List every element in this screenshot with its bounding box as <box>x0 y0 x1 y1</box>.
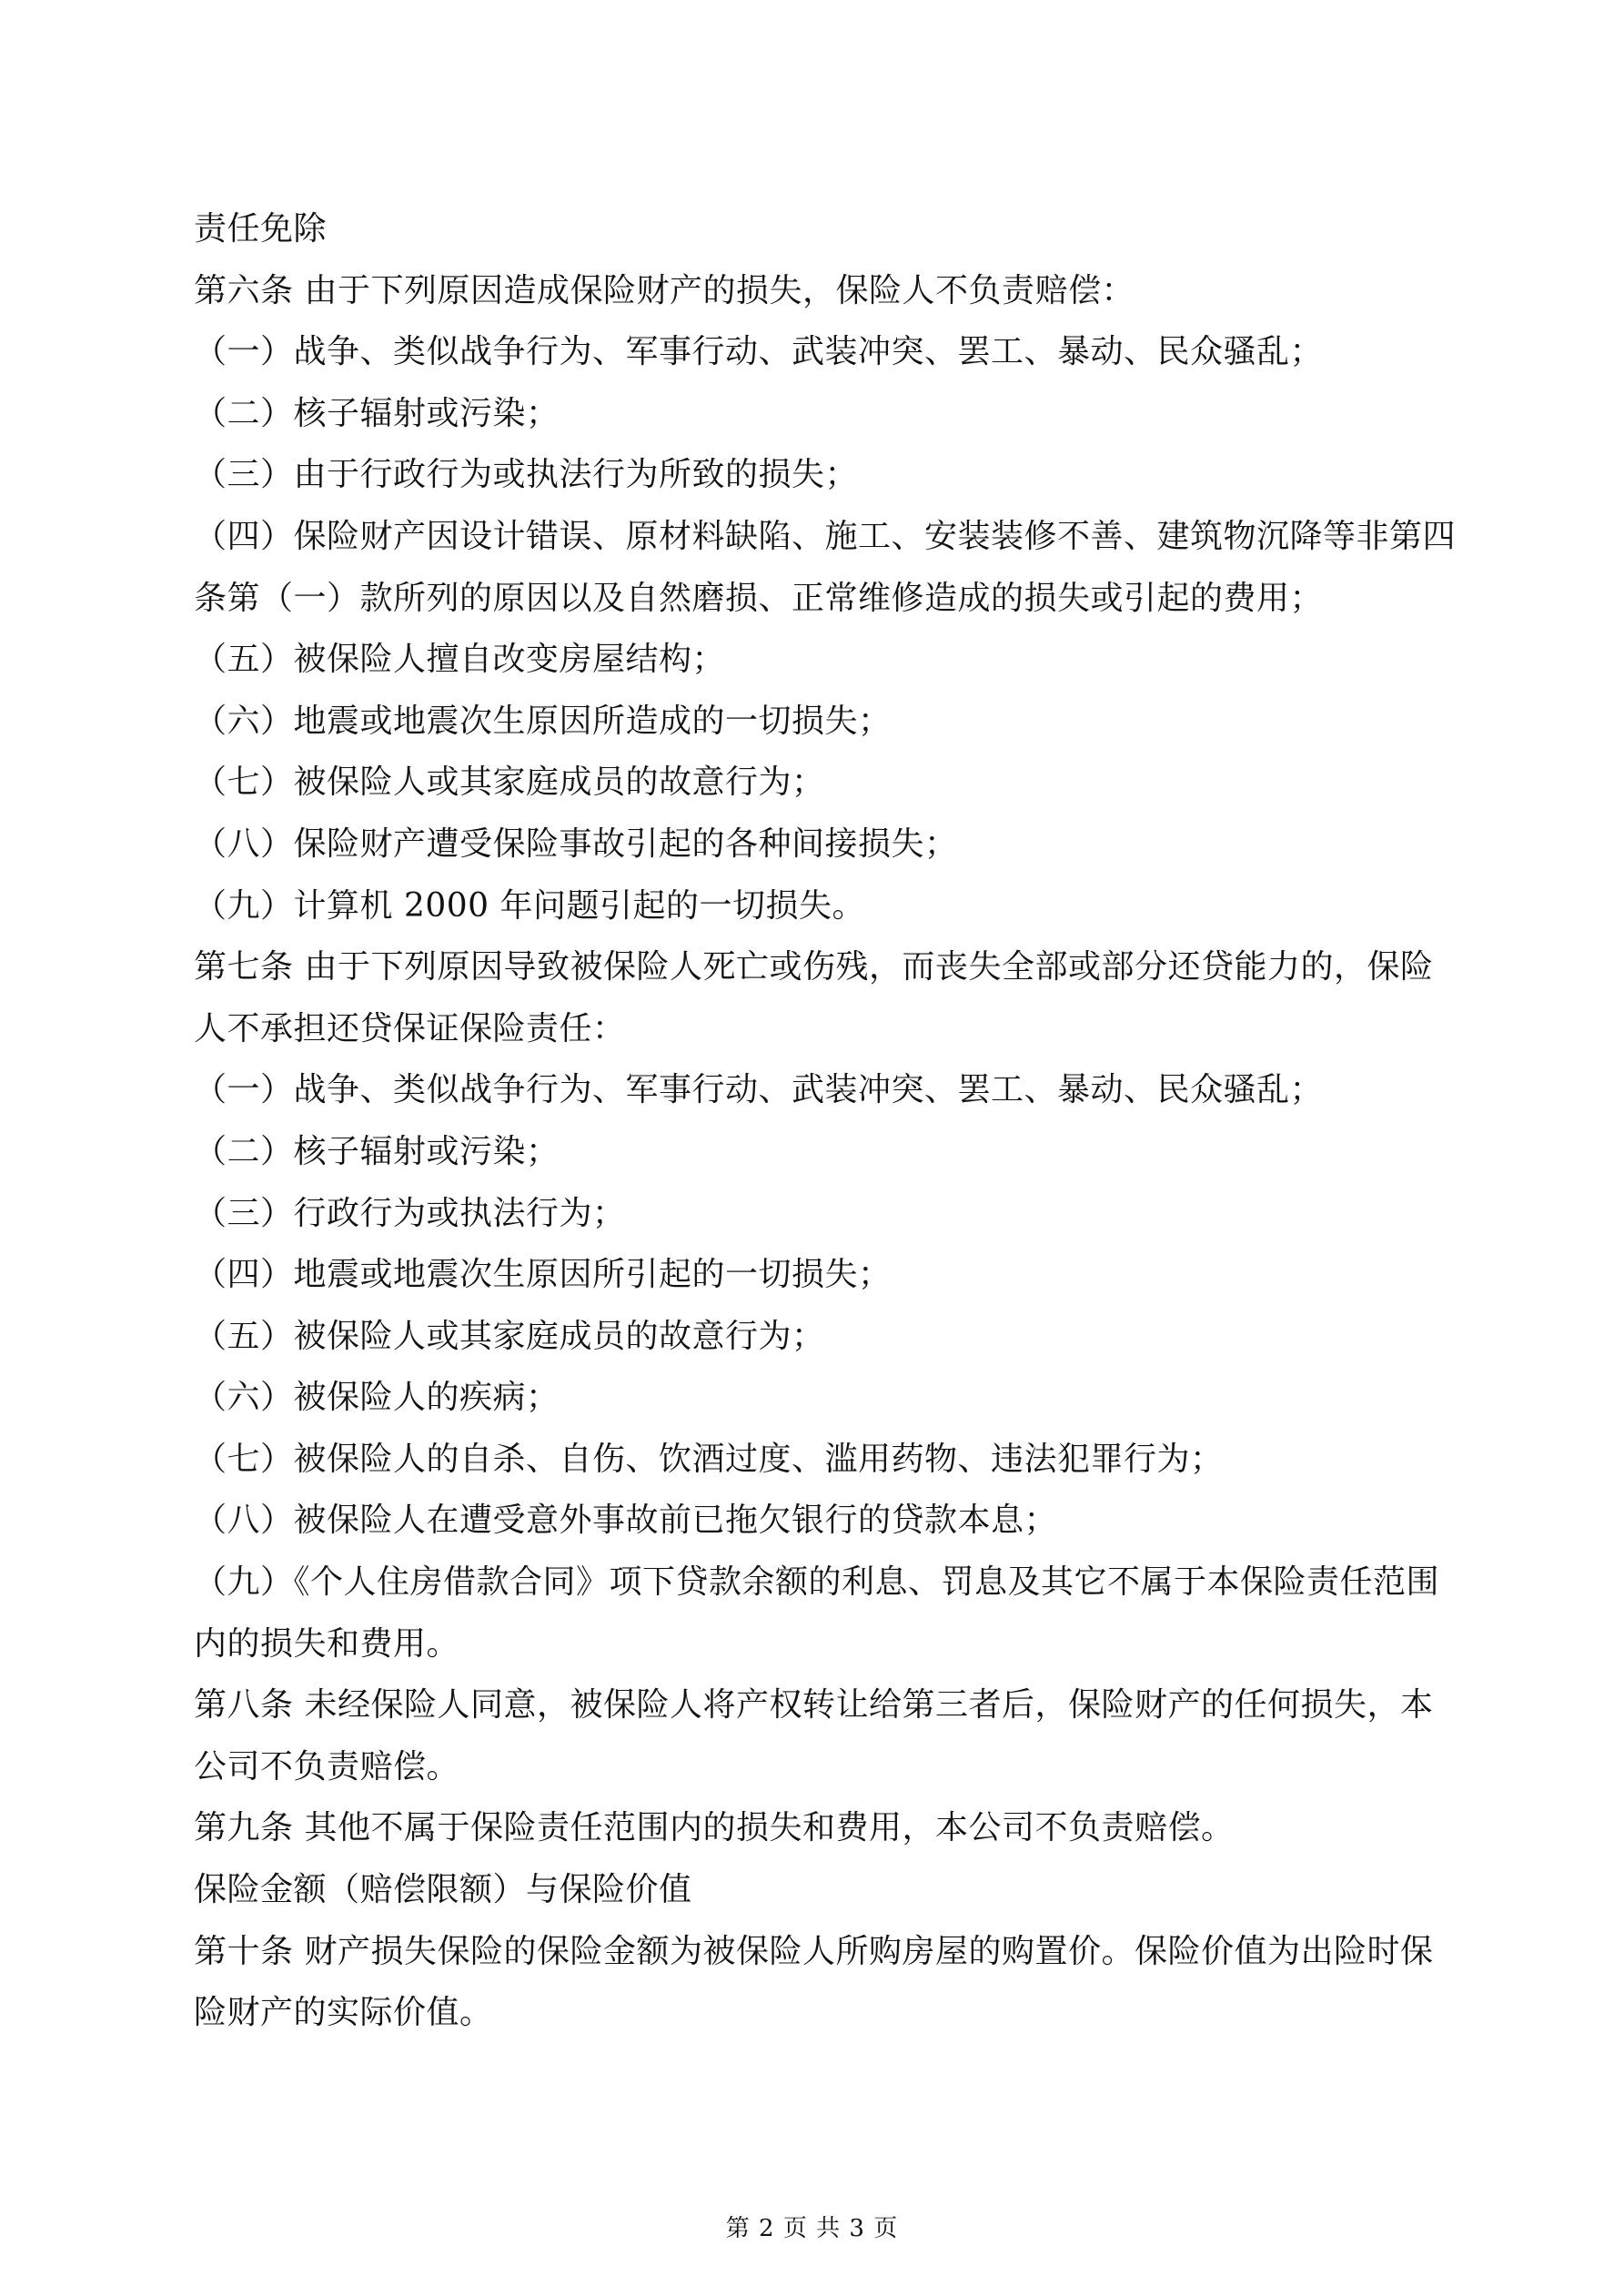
clause-line: （一）战争、类似战争行为、军事行动、武装冲突、罢工、暴动、民众骚乱； <box>194 333 1324 371</box>
article-line: 第六条 由于下列原因造成保险财产的损失，保险人不负责赔偿： <box>194 271 1135 309</box>
clause-line: （九）《个人住房借款合同》项下贷款余额的利息、罚息及其它不属于本保险责任范围 <box>194 1563 1440 1602</box>
article-line: 人不承担还贷保证保险责任： <box>194 1009 626 1047</box>
clause-line: （六）被保险人的疾病； <box>194 1379 560 1417</box>
section-heading: 责任免除 <box>194 210 328 248</box>
clause-line: （八）保险财产遭受保险事故引起的各种间接损失； <box>194 824 958 863</box>
article-line: 公司不负责赔偿。 <box>194 1747 460 1785</box>
clause-line: （四）保险财产因设计错误、原材料缺陷、施工、安装装修不善、建筑物沉降等非第四 <box>194 517 1457 555</box>
clause-line: 条第（一）款所列的原因以及自然磨损、正常维修造成的损失或引起的费用； <box>194 579 1324 617</box>
section-heading: 保险金额（赔偿限额）与保险价值 <box>194 1871 692 1909</box>
clause-line: （五）被保险人或其家庭成员的故意行为； <box>194 1317 825 1355</box>
clause-line: （四）地震或地震次生原因所引起的一切损失； <box>194 1256 892 1294</box>
article-line: 第七条 由于下列原因导致被保险人死亡或伤残，而丧失全部或部分还贷能力的，保险 <box>194 948 1434 986</box>
page-footer: 第 2 页 共 3 页 <box>725 2215 899 2242</box>
clause-line: （二）核子辐射或污染； <box>194 394 560 432</box>
clause-line: （二）核子辐射或污染； <box>194 1132 560 1170</box>
clause-line: （三）由于行政行为或执法行为所致的损失； <box>194 456 859 494</box>
clause-line: （八）被保险人在遭受意外事故前已拖欠银行的贷款本息； <box>194 1502 1058 1540</box>
clause-line: （一）战争、类似战争行为、军事行动、武装冲突、罢工、暴动、民众骚乱； <box>194 1071 1324 1109</box>
article-line: 险财产的实际价值。 <box>194 1994 493 2032</box>
clause-line: （七）被保险人或其家庭成员的故意行为； <box>194 764 825 802</box>
clause-line: （三）行政行为或执法行为； <box>194 1194 626 1232</box>
clause-line: （五）被保险人擅自改变房屋结构； <box>194 641 726 679</box>
document-body <box>194 198 1457 2044</box>
clause-line: （七）被保险人的自杀、自伤、饮酒过度、滥用药物、违法犯罪行为； <box>194 1440 1224 1478</box>
clause-line: 内的损失和费用。 <box>194 1624 460 1663</box>
clause-line: （九）计算机 2000 年问题引起的一切损失。 <box>194 886 866 925</box>
article-line: 第九条 其他不属于保险责任范围内的损失和费用，本公司不负责赔偿。 <box>194 1809 1235 1847</box>
clause-line: （六）地震或地震次生原因所造成的一切损失； <box>194 702 892 740</box>
article-line: 第八条 未经保险人同意，被保险人将产权转让给第三者后，保险财产的任何损失，本 <box>194 1686 1434 1725</box>
article-line: 第十条 财产损失保险的保险金额为被保险人所购房屋的购置价。保险价值为出险时保 <box>194 1932 1434 1970</box>
